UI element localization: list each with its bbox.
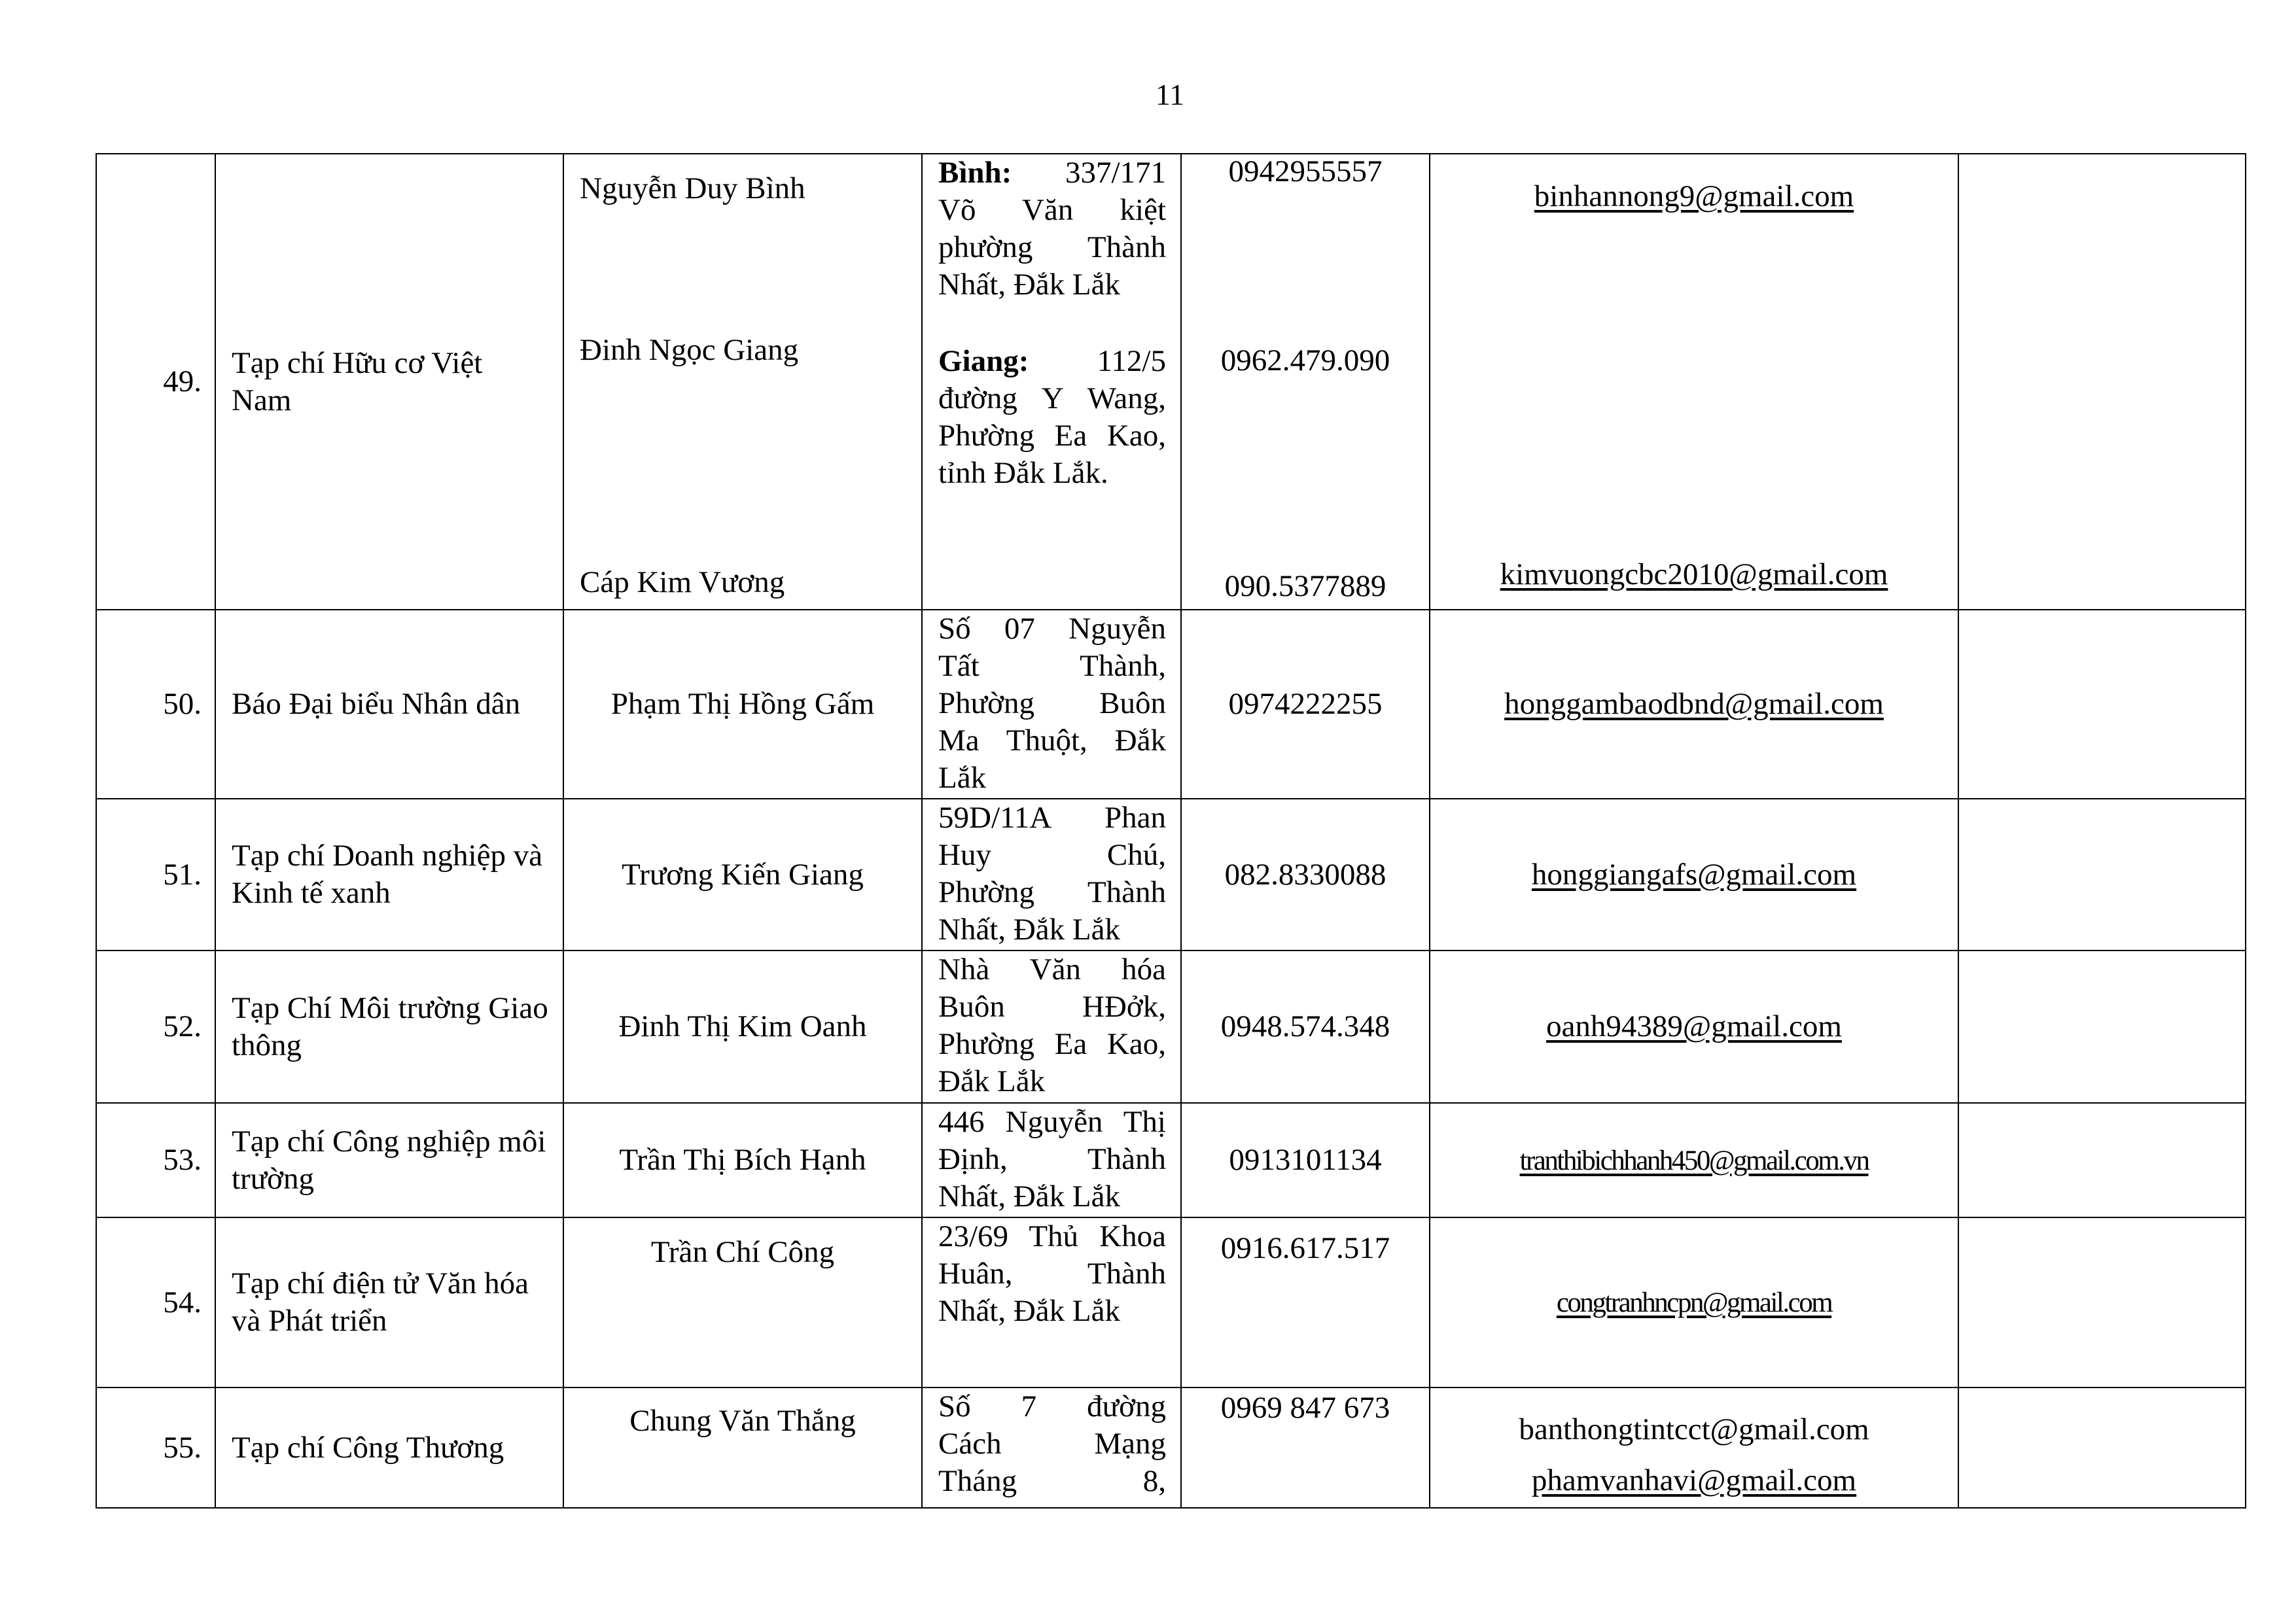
address-line: Số 7 đường bbox=[938, 1389, 1166, 1423]
row-number: 54. bbox=[96, 1217, 215, 1387]
row-number: 51. bbox=[96, 799, 215, 951]
organization-name: Tạp chí Hữu cơ Việt Nam bbox=[215, 154, 563, 610]
organization-name: Báo Đại biểu Nhân dân bbox=[215, 610, 563, 799]
address-line: Buôn HĐởk, bbox=[938, 990, 1166, 1024]
row-number: 49. bbox=[96, 154, 215, 610]
phone-number: 0969 847 673 bbox=[1181, 1387, 1430, 1508]
contact-person: Trương Kiến Giang bbox=[563, 799, 922, 951]
address-line: tỉnh Đắk Lắk. bbox=[938, 456, 1108, 490]
address-line: Võ Văn kiệt bbox=[938, 193, 1166, 227]
address bbox=[922, 1103, 1181, 1217]
address-line: 59D/11A Phan bbox=[938, 801, 1166, 835]
address-line: 112/5 bbox=[1097, 344, 1166, 378]
contact-person: Đinh Ngọc Giang bbox=[580, 333, 799, 367]
address-line: Nhất, Đắk Lắk bbox=[938, 268, 1120, 302]
address-line: Phường Thành bbox=[938, 875, 1166, 909]
phone-number: 0942955557 bbox=[1228, 154, 1383, 188]
organization-name: Tạp chí Công Thương bbox=[215, 1387, 563, 1508]
contact-persons bbox=[563, 154, 922, 610]
phone-number: 090.5377889 bbox=[1224, 569, 1386, 603]
contact-person: Cáp Kim Vương bbox=[580, 565, 785, 599]
contact-person: Chung Văn Thắng bbox=[563, 1387, 922, 1508]
empty-cell bbox=[1958, 1217, 2246, 1387]
address-line: Định, Thành bbox=[938, 1142, 1166, 1176]
email-link[interactable]: honggambaodbnd@gmail.com bbox=[1504, 687, 1884, 721]
address-line: Cách Mạng bbox=[938, 1427, 1166, 1461]
address-line: Tất Thành, bbox=[938, 649, 1166, 683]
organization-name: Tạp chí Doanh nghiệp và Kinh tế xanh bbox=[215, 799, 563, 951]
email-text[interactable]: banthongtintcct@gmail.com bbox=[1519, 1412, 1869, 1446]
address bbox=[922, 1217, 1181, 1387]
phone-number: 0948.574.348 bbox=[1181, 951, 1430, 1103]
email-link[interactable]: honggiangafs@gmail.com bbox=[1531, 857, 1857, 892]
address-label: Bình: bbox=[938, 156, 1012, 190]
empty-cell bbox=[1958, 610, 2246, 799]
address-line: Nhà Văn hóa bbox=[938, 952, 1166, 986]
phone-number: 082.8330088 bbox=[1181, 799, 1430, 951]
empty-cell bbox=[1958, 154, 2246, 610]
address-label: Giang: bbox=[938, 344, 1029, 378]
row-number: 55. bbox=[96, 1387, 215, 1508]
address-line: Phường Ea Kao, bbox=[938, 1027, 1166, 1061]
row-number: 52. bbox=[96, 951, 215, 1103]
contact-table bbox=[96, 153, 2246, 1509]
address-line: Tháng 8, bbox=[938, 1464, 1166, 1498]
phone-numbers bbox=[1181, 154, 1430, 610]
emails bbox=[1430, 1387, 1958, 1508]
table-row bbox=[96, 154, 2246, 610]
address-line: Huy Chú, bbox=[938, 838, 1166, 872]
address bbox=[922, 154, 1181, 610]
contact-person: Đinh Thị Kim Oanh bbox=[563, 951, 922, 1103]
organization-name: Tạp chí Công nghiệp môi trường bbox=[215, 1103, 563, 1217]
email-link[interactable]: oanh94389@gmail.com bbox=[1546, 1009, 1842, 1043]
address bbox=[922, 1387, 1181, 1508]
email-link[interactable]: congtranhncpn@gmail.com bbox=[1556, 1287, 1832, 1318]
email-link[interactable]: phamvanhavi@gmail.com bbox=[1531, 1463, 1857, 1497]
empty-cell bbox=[1958, 1103, 2246, 1217]
address-line: 337/171 bbox=[1065, 156, 1166, 190]
address-line: Nhất, Đắk Lắk bbox=[938, 1294, 1120, 1328]
address-line: Đắk Lắk bbox=[938, 1064, 1046, 1098]
address-line: Nhất, Đắk Lắk bbox=[938, 1179, 1120, 1213]
row-number: 50. bbox=[96, 610, 215, 799]
address-line: Nhất, Đắk Lắk bbox=[938, 913, 1120, 947]
table-row bbox=[96, 1103, 2246, 1217]
empty-cell bbox=[1958, 799, 2246, 951]
address-line: Huân, Thành bbox=[938, 1257, 1166, 1291]
page-number: 11 bbox=[1155, 78, 1185, 111]
contact-person: Nguyễn Duy Bình bbox=[580, 171, 805, 205]
table-row bbox=[96, 1217, 2246, 1387]
phone-number: 0913101134 bbox=[1181, 1103, 1430, 1217]
phone-number: 0974222255 bbox=[1181, 610, 1430, 799]
emails bbox=[1430, 154, 1958, 610]
address-line: Số 07 Nguyễn bbox=[938, 612, 1166, 646]
row-number: 53. bbox=[96, 1103, 215, 1217]
address bbox=[922, 799, 1181, 951]
empty-cell bbox=[1958, 951, 2246, 1103]
phone-number: 0962.479.090 bbox=[1220, 343, 1390, 377]
organization-name: Tạp Chí Môi trường Giao thông bbox=[215, 951, 563, 1103]
address-line: phường Thành bbox=[938, 230, 1166, 264]
contact-person: Phạm Thị Hồng Gấm bbox=[563, 610, 922, 799]
address-line: 23/69 Thủ Khoa bbox=[938, 1219, 1166, 1253]
table-row bbox=[96, 610, 2246, 799]
address bbox=[922, 951, 1181, 1103]
email-link[interactable]: kimvuongcbc2010@gmail.com bbox=[1500, 557, 1888, 591]
contact-person: Trần Thị Bích Hạnh bbox=[563, 1103, 922, 1217]
empty-cell bbox=[1958, 1387, 2246, 1508]
address-line: 446 Nguyễn Thị bbox=[938, 1105, 1166, 1139]
address-line: Phường Buôn bbox=[938, 686, 1166, 720]
address-line: Lắk bbox=[938, 761, 987, 795]
contact-person: Trần Chí Công bbox=[563, 1217, 922, 1387]
table-row bbox=[96, 1387, 2246, 1508]
phone-number: 0916.617.517 bbox=[1181, 1217, 1430, 1387]
email-link[interactable]: binhannong9@gmail.com bbox=[1534, 179, 1854, 213]
table-row bbox=[96, 799, 2246, 951]
email-link[interactable]: tranthibichhanh450@gmail.com.vn bbox=[1519, 1145, 1869, 1176]
address-line: đường Y Wang, bbox=[938, 381, 1166, 415]
organization-name: Tạp chí điện tử Văn hóa và Phát triển bbox=[215, 1217, 563, 1387]
table-row bbox=[96, 951, 2246, 1103]
address-line: Ma Thuột, Đắk bbox=[938, 724, 1166, 758]
address bbox=[922, 610, 1181, 799]
address-line: Phường Ea Kao, bbox=[938, 419, 1166, 453]
